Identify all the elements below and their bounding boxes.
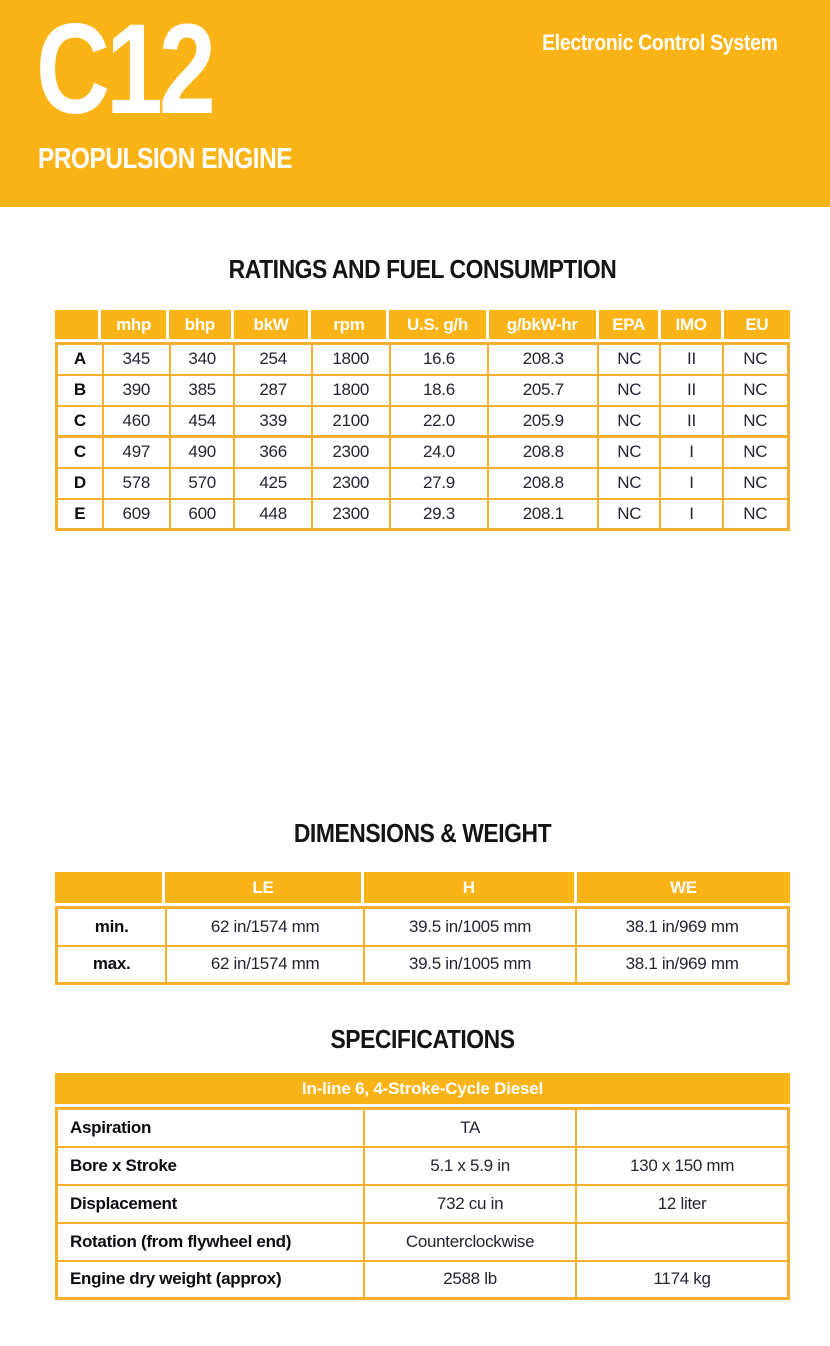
table-cell: NC [723, 499, 789, 530]
table-cell: 2588 lb [364, 1261, 576, 1299]
specifications-engine-config-header: In-line 6, 4-Stroke-Cycle Diesel [55, 1073, 790, 1104]
table-cell: 2300 [312, 468, 390, 499]
table-cell: 287 [234, 375, 312, 406]
table-cell: 38.1 in/969 mm [576, 946, 788, 984]
table-cell: I [660, 468, 722, 499]
table-cell: 339 [234, 406, 312, 437]
table-row [57, 344, 789, 375]
table-cell: 732 cu in [364, 1185, 576, 1223]
dimensions-grid [55, 906, 790, 985]
table-row [57, 375, 789, 406]
table-cell: 16.6 [390, 344, 489, 375]
table-cell: 27.9 [390, 468, 489, 499]
table-cell: 205.7 [488, 375, 598, 406]
table-cell: 1174 kg [576, 1261, 788, 1299]
table-cell: 22.0 [390, 406, 489, 437]
table-cell: 208.8 [488, 468, 598, 499]
table-cell: Bore x Stroke [57, 1147, 364, 1185]
column-header: WE [577, 872, 790, 903]
table-cell: 385 [170, 375, 234, 406]
table-cell: 345 [103, 344, 170, 375]
dimensions-header-row [55, 872, 790, 903]
column-header: bkW [234, 310, 312, 339]
column-header: g/bkW-hr [489, 310, 599, 339]
table-cell: 208.1 [488, 499, 598, 530]
column-header: rpm [311, 310, 389, 339]
table-cell: 208.3 [488, 344, 598, 375]
dimensions-section-title: DIMENSIONS & WEIGHT [293, 818, 552, 848]
ratings-section-title: RATINGS AND FUEL CONSUMPTION [228, 254, 617, 284]
table-cell: max. [57, 946, 167, 984]
column-header: H [364, 872, 577, 903]
table-row [57, 1109, 789, 1147]
table-cell: NC [723, 344, 789, 375]
table-row [57, 908, 789, 946]
column-header [55, 872, 165, 903]
table-cell: Counterclockwise [364, 1223, 576, 1261]
table-cell: 1800 [312, 344, 390, 375]
table-cell: 390 [103, 375, 170, 406]
table-cell: 2100 [312, 406, 390, 437]
table-cell: NC [723, 468, 789, 499]
table-row [57, 1223, 789, 1261]
table-cell: B [57, 375, 103, 406]
table-cell: 609 [103, 499, 170, 530]
table-cell: C [57, 437, 103, 468]
specifications-table [55, 1073, 790, 1300]
table-cell [576, 1109, 788, 1147]
table-cell: 425 [234, 468, 312, 499]
column-header: EU [724, 310, 790, 339]
engine-model-title: C12 [36, 0, 212, 141]
table-cell: 497 [103, 437, 170, 468]
table-cell: Aspiration [57, 1109, 364, 1147]
table-cell: NC [598, 499, 660, 530]
table-cell: 448 [234, 499, 312, 530]
table-cell: NC [723, 375, 789, 406]
ratings-table [55, 310, 790, 531]
table-cell: 208.8 [488, 437, 598, 468]
table-row [57, 946, 789, 984]
table-cell: NC [598, 468, 660, 499]
table-cell: 578 [103, 468, 170, 499]
table-row [57, 406, 789, 437]
table-cell: 2300 [312, 499, 390, 530]
table-cell: 5.1 x 5.9 in [364, 1147, 576, 1185]
table-cell: 24.0 [390, 437, 489, 468]
table-cell: 62 in/1574 mm [166, 908, 364, 946]
table-cell: 570 [170, 468, 234, 499]
column-header: LE [165, 872, 363, 903]
table-row [57, 499, 789, 530]
table-cell: II [660, 375, 722, 406]
table-cell [576, 1223, 788, 1261]
table-cell: 130 x 150 mm [576, 1147, 788, 1185]
table-cell: min. [57, 908, 167, 946]
control-system-tagline: Electronic Control System [542, 30, 778, 55]
table-cell: 254 [234, 344, 312, 375]
table-row [57, 437, 789, 468]
specifications-grid [55, 1107, 790, 1300]
table-cell: 366 [234, 437, 312, 468]
dimensions-table [55, 872, 790, 985]
table-cell: 39.5 in/1005 mm [364, 908, 576, 946]
table-cell: 2300 [312, 437, 390, 468]
table-cell: 460 [103, 406, 170, 437]
table-cell: TA [364, 1109, 576, 1147]
table-cell: E [57, 499, 103, 530]
table-cell: 62 in/1574 mm [166, 946, 364, 984]
column-header: bhp [169, 310, 234, 339]
column-header: IMO [661, 310, 723, 339]
table-cell: D [57, 468, 103, 499]
engine-type-subtitle: PROPULSION ENGINE [38, 143, 293, 175]
table-cell: 12 liter [576, 1185, 788, 1223]
table-cell: 18.6 [390, 375, 489, 406]
table-row [57, 468, 789, 499]
table-cell: 1800 [312, 375, 390, 406]
table-cell: 205.9 [488, 406, 598, 437]
table-cell: I [660, 437, 722, 468]
table-cell: Displacement [57, 1185, 364, 1223]
table-cell: 454 [170, 406, 234, 437]
table-cell: C [57, 406, 103, 437]
table-cell: 600 [170, 499, 234, 530]
table-cell: 39.5 in/1005 mm [364, 946, 576, 984]
table-cell: NC [598, 406, 660, 437]
table-cell: NC [723, 406, 789, 437]
table-cell: NC [598, 437, 660, 468]
specifications-section-title: SPECIFICATIONS [330, 1024, 515, 1054]
table-row [57, 1147, 789, 1185]
table-cell: 29.3 [390, 499, 489, 530]
table-cell: I [660, 499, 722, 530]
ratings-grid [55, 342, 790, 531]
table-cell: 340 [170, 344, 234, 375]
table-cell: NC [598, 344, 660, 375]
hero-banner [0, 0, 830, 207]
table-cell: 38.1 in/969 mm [576, 908, 788, 946]
table-cell: NC [723, 437, 789, 468]
column-header [55, 310, 101, 339]
table-cell: Engine dry weight (approx) [57, 1261, 364, 1299]
table-cell: Rotation (from flywheel end) [57, 1223, 364, 1261]
table-cell: A [57, 344, 103, 375]
table-row [57, 1261, 789, 1299]
column-header: U.S. g/h [389, 310, 488, 339]
table-cell: 490 [170, 437, 234, 468]
table-cell: NC [598, 375, 660, 406]
table-row [57, 1185, 789, 1223]
table-cell: II [660, 344, 722, 375]
ratings-header-row [55, 310, 790, 339]
column-header: mhp [101, 310, 169, 339]
column-header: EPA [599, 310, 661, 339]
table-cell: II [660, 406, 722, 437]
